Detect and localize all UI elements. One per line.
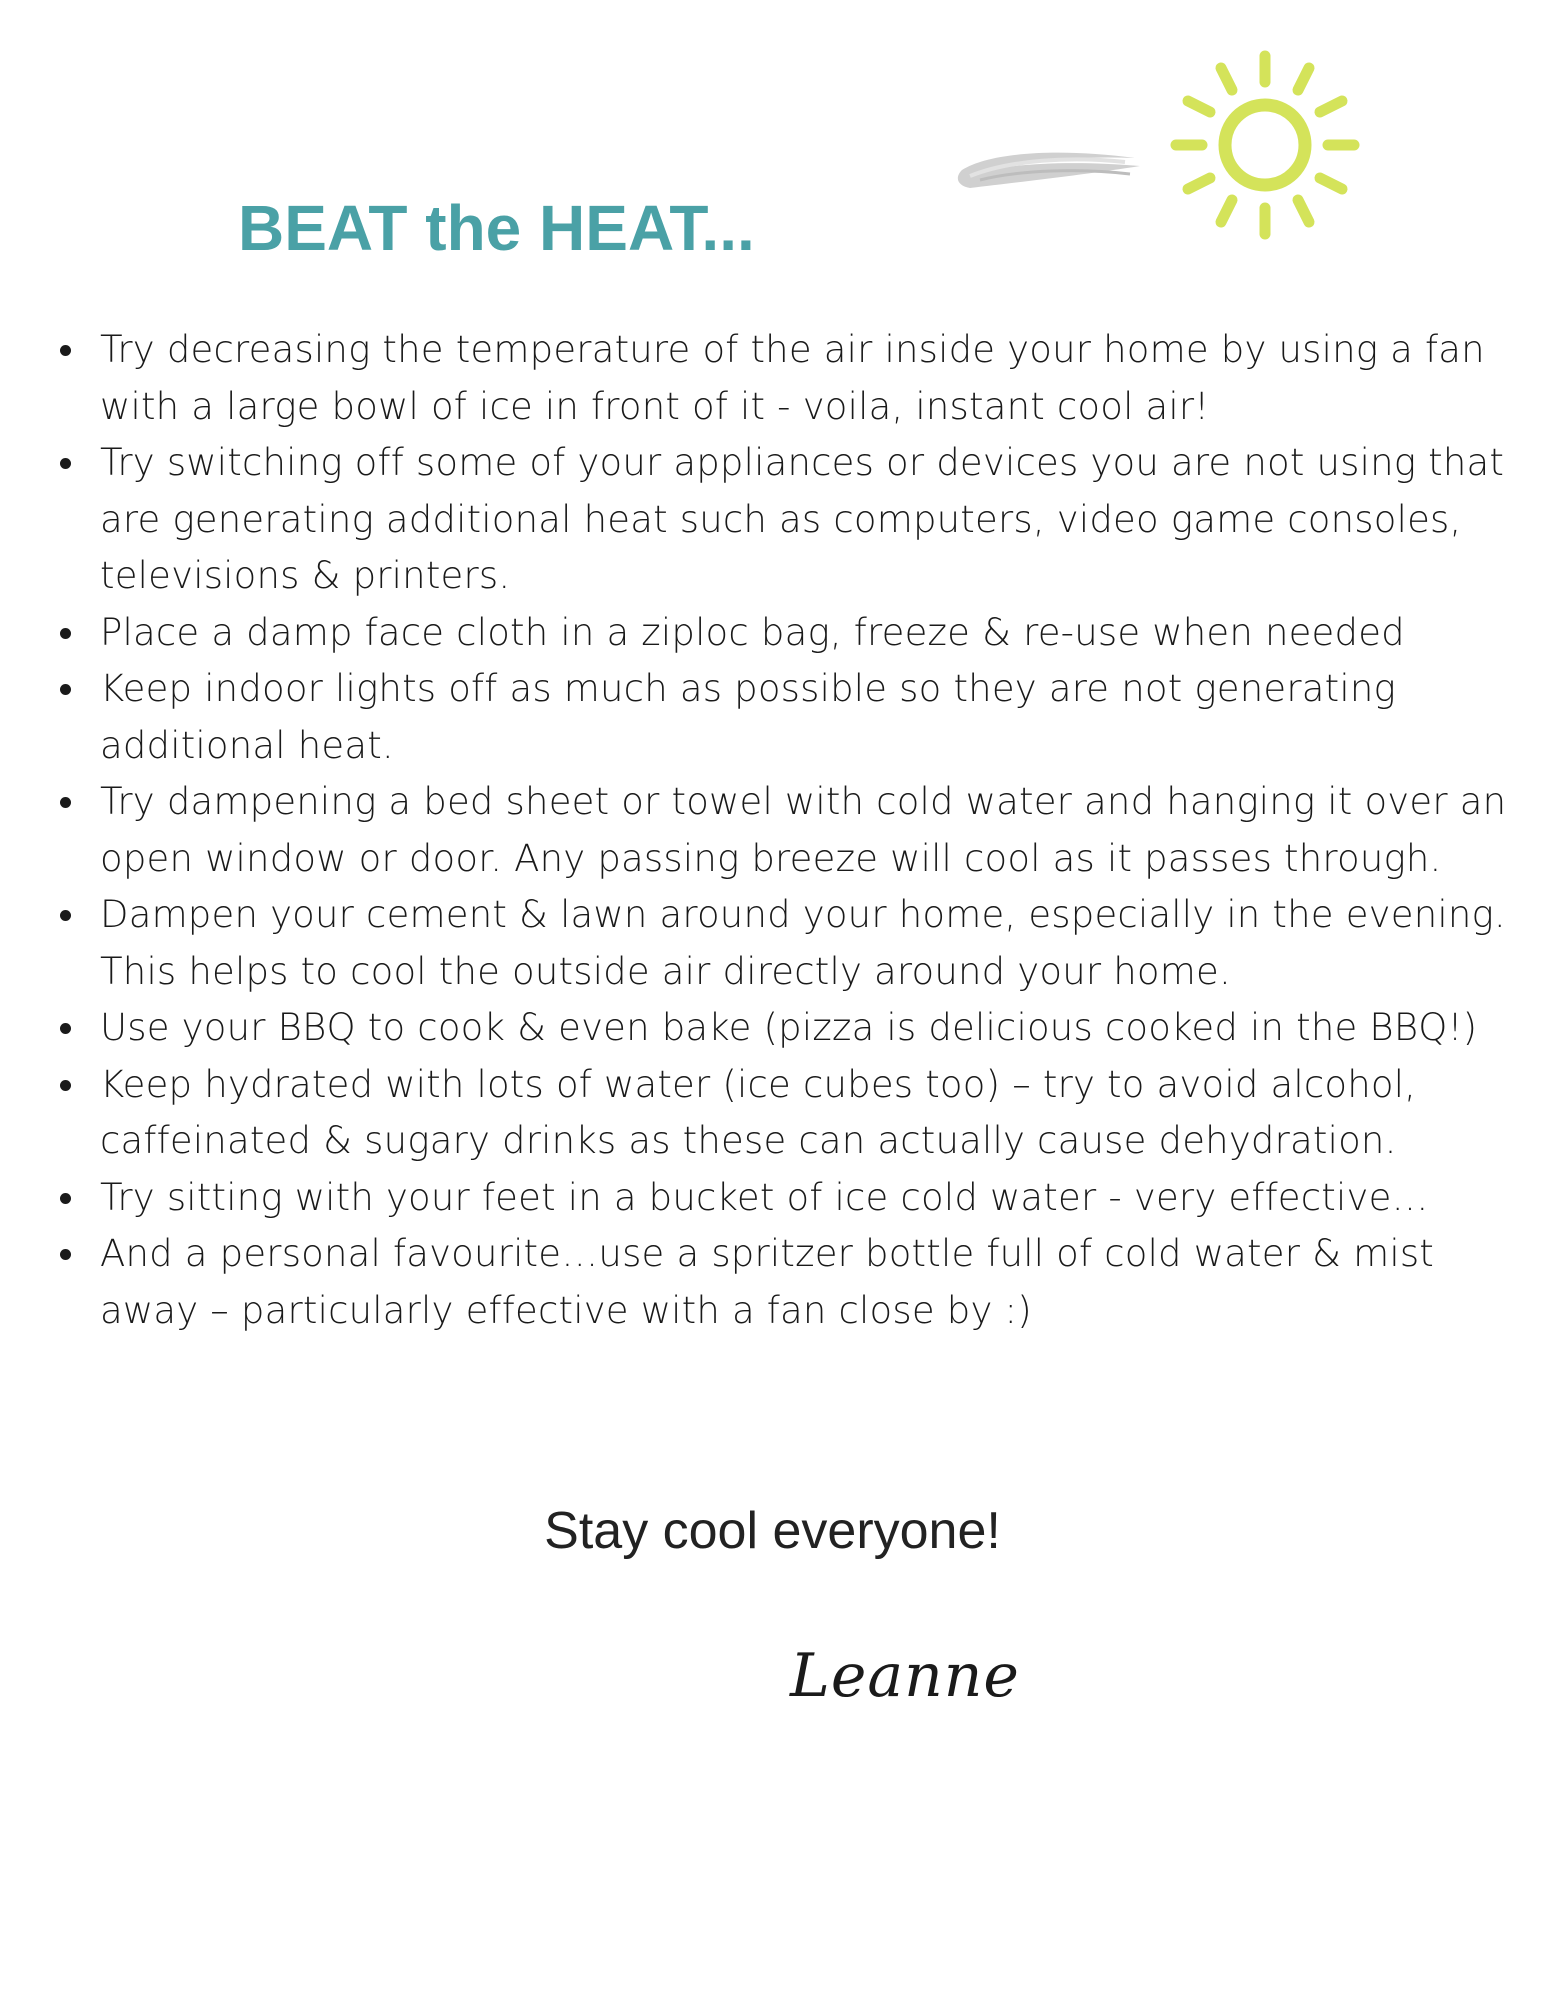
bullet-icon (60, 1193, 71, 1204)
tip-text: And a personal favourite…use a spritzer bottle full of cold water & mist away – particularly effective with a fan close by :) (100, 1232, 1435, 1332)
list-item (52, 887, 1512, 1000)
bullet-icon (60, 345, 71, 356)
list-item (52, 322, 1512, 435)
list-item (52, 774, 1512, 887)
list-item (52, 1000, 1512, 1057)
tip-text: Try sitting with your feet in a bucket of ice cold water - very effective… (100, 1175, 1429, 1219)
bullet-icon (60, 1023, 71, 1034)
list-item (52, 1057, 1512, 1170)
tips-list (52, 322, 1512, 1339)
list-item (52, 1226, 1512, 1339)
tip-text: Keep indoor lights off as much as possible so they are not generating additional heat. (100, 667, 1396, 767)
tip-text: Try dampening a bed sheet or towel with cold water and hanging it over an open window or door. Any passing breeze will cool as it passes through. (100, 780, 1507, 880)
tip-text: Try switching off some of your appliances or devices you are not using that are generating additional heat such as computers, video game consoles, televisions & printers. (100, 441, 1505, 597)
signature: Leanne (790, 1641, 1020, 1711)
tip-text: Try decreasing the temperature of the air inside your home by using a fan with a large bowl of ice in front of it - voila, instant cool air! (100, 328, 1485, 428)
tip-text: Keep hydrated with lots of water (ice cubes too) – try to avoid alcohol, caffeinated & sugary drinks as these can actually cause dehydration. (100, 1062, 1417, 1162)
bullet-icon (60, 910, 71, 921)
list-item (52, 435, 1512, 605)
bullet-icon (60, 684, 71, 695)
list-item (52, 1170, 1512, 1227)
sun-icon (1170, 50, 1360, 240)
bullet-icon (60, 458, 71, 469)
bullet-icon (60, 1080, 71, 1091)
list-item (52, 661, 1512, 774)
bullet-icon (60, 797, 71, 808)
wind-icon (950, 130, 1150, 210)
list-item (52, 605, 1512, 662)
bullet-icon (60, 1249, 71, 1260)
page-title: BEAT the HEAT... (238, 192, 755, 264)
tip-text: Dampen your cement & lawn around your home, especially in the evening. This helps to cool the outside air directly around your home. (100, 893, 1506, 993)
closing-message: Stay cool everyone! (544, 1502, 1001, 1560)
tip-text: Place a damp face cloth in a ziploc bag, freeze & re-use when needed (100, 610, 1405, 654)
bullet-icon (60, 628, 71, 639)
tip-text: Use your BBQ to cook & even bake (pizza is delicious cooked in the BBQ!) (100, 1006, 1478, 1049)
